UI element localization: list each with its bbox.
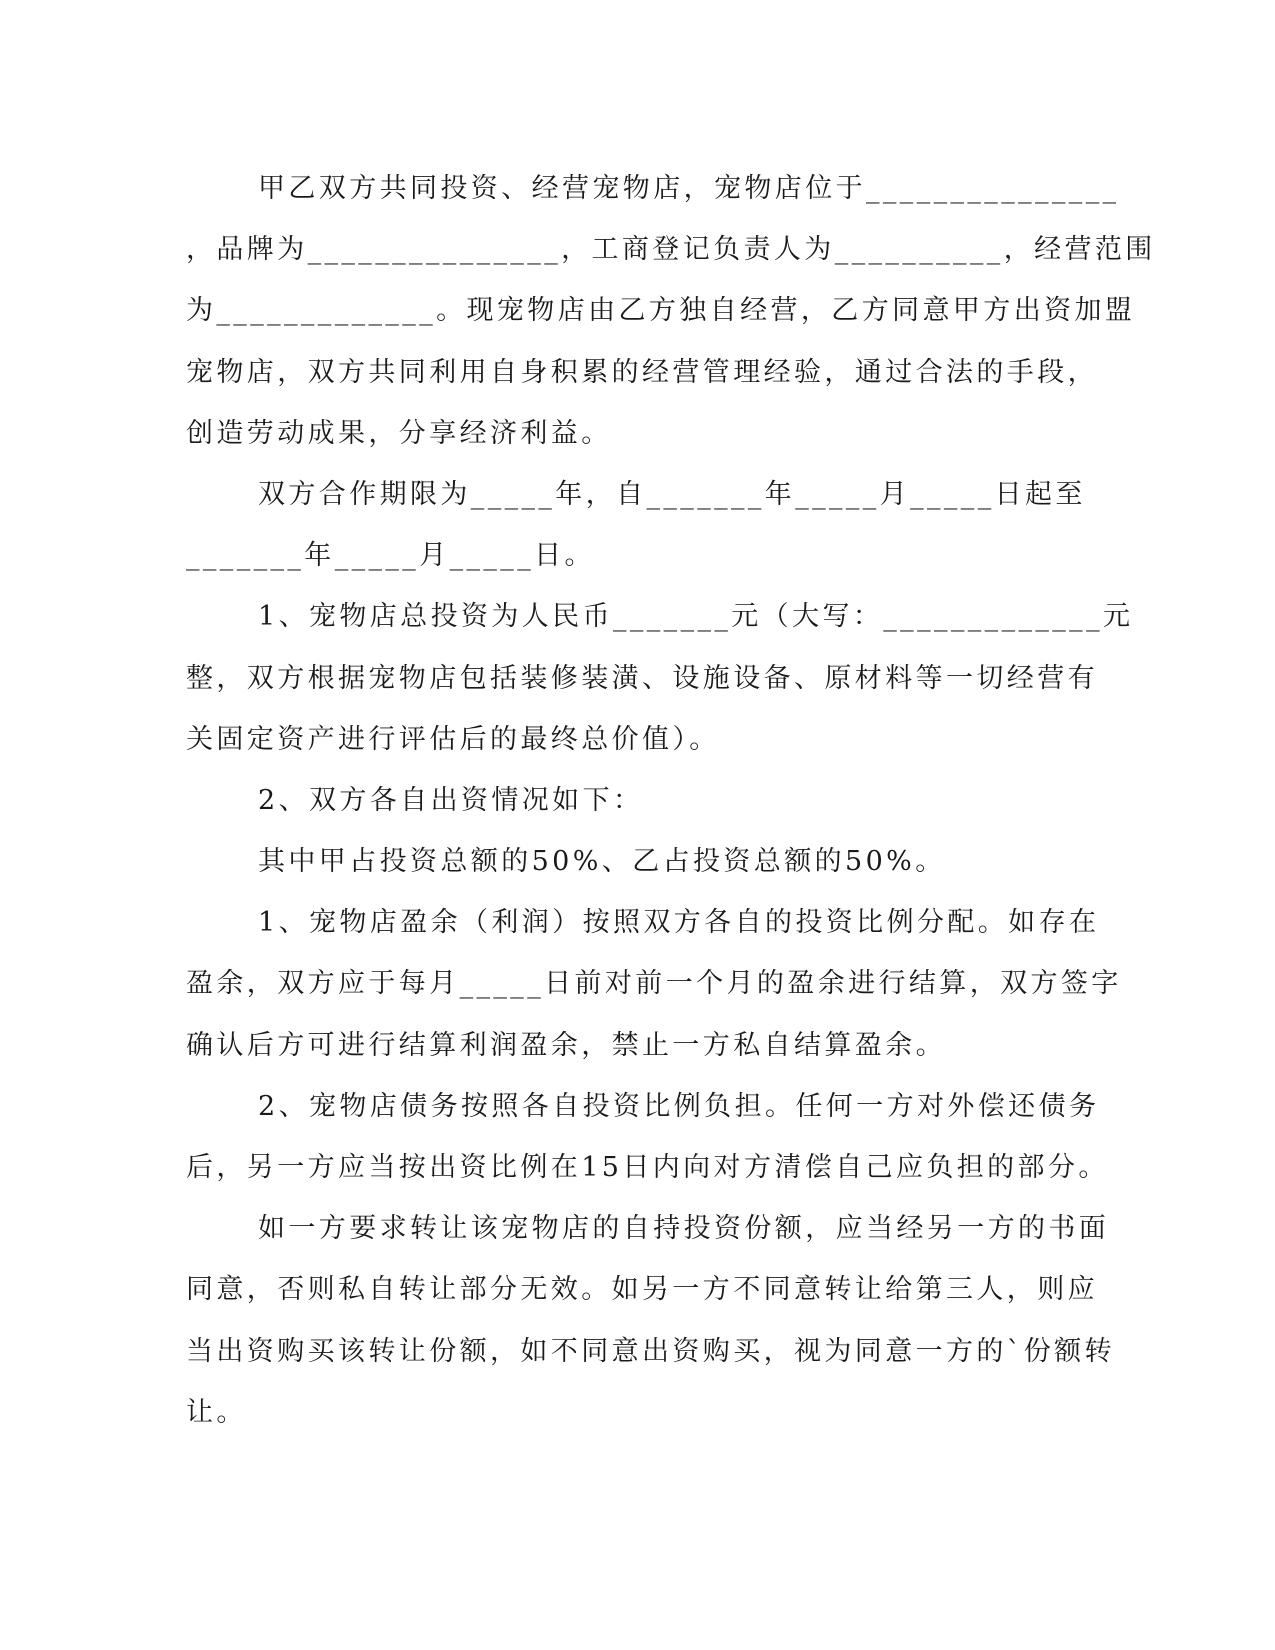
text-line: 关固定资产进行评估后的最终总价值）。 [186,723,720,755]
text-line: 后，另一方应当按出资比例在15日内向对方清偿自己应负担的部分。 [186,1152,1109,1183]
text-line: 甲乙双方共同投资、经营宠物店，宠物店位于_______________ [258,173,1120,204]
text-line: 1、宠物店盈余（利润）按照双方各自的投资比例分配。如存在 [258,907,1100,939]
text-line: _______年_____月_____日。 [186,540,595,572]
text-line: ，品牌为_______________，工商登记负责人为__________，经营范围 [186,234,1156,266]
text-line: 当出资购买该转让份额，如不同意出资购买，视为同意一方的`份额转 [186,1335,1115,1367]
text-line: 创造劳动成果，分享经济利益。 [186,417,612,449]
text-line: 1、宠物店总投资为人民币_______元（大写：_____________元 [258,601,1134,633]
text-line: 为_____________。现宠物店由乙方独自经营，乙方同意甲方出资加盟 [186,295,1136,327]
text-line: 确认后方可进行结算利润盈余，禁止一方私自结算盈余。 [186,1029,946,1061]
text-line: 如一方要求转让该宠物店的自持投资份额，应当经另一方的书面 [258,1213,1110,1245]
text-line: 让。 [186,1396,247,1428]
text-line: 同意，否则私自转让部分无效。如另一方不同意转让给第三人，则应 [186,1274,1098,1306]
text-line: 盈余，双方应于每月_____日前对前一个月的盈余进行结算，双方签字 [186,968,1122,1000]
text-line: 双方合作期限为_____年，自_______年_____月_____日起至 [258,478,1086,510]
contract-text [186,158,1156,1443]
text-line: 宠物店，双方共同利用自身积累的经营管理经验，通过合法的手段， [186,356,1098,388]
text-line: 2、宠物店债务按照各自投资比例负担。任何一方对外偿还债务 [258,1090,1100,1122]
text-line: 2、双方各自出资情况如下： [258,784,644,816]
text-line: 整，双方根据宠物店包括装修装潢、设施设备、原材料等一切经营有 [186,662,1098,694]
text-line: 其中甲占投资总额的50%、乙占投资总额的50%。 [258,846,946,878]
